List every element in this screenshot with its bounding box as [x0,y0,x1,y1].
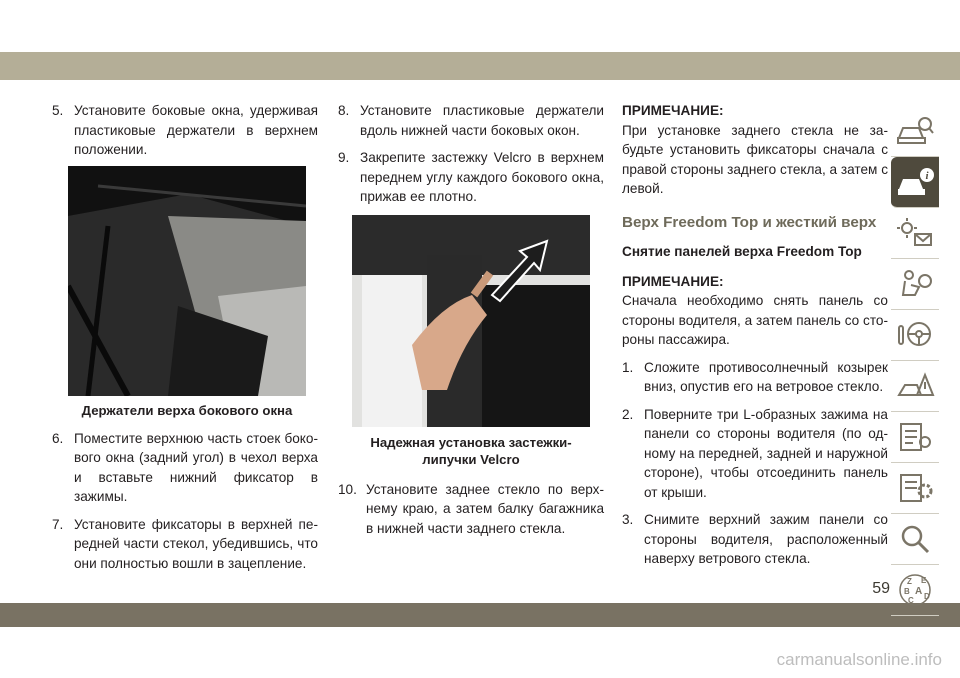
step-3 [622,510,888,569]
airbag-icon[interactable] [891,259,939,310]
step-text: Установите боковые окна, удерживая пластиковые держатели в верхнем положении. [74,103,318,157]
svg-text:B: B [904,587,910,596]
step-10 [338,480,604,539]
step-number: 5. [52,103,64,118]
step-number: 1. [622,359,634,375]
header-band [0,52,960,80]
step-text: Поместите верхнюю часть стоек бокового окна (задний угол) в чехол верха и вставьте нижний фиксатор в зажимы. [74,430,318,504]
specs-gear-icon[interactable] [891,463,939,514]
note-text: При установке заднего стекла не забудьте установить фиксаторы сначала с правой стороны заднего стекла, а затем с левой. [622,122,888,196]
column-2 [338,101,604,546]
search-icon[interactable] [891,514,939,565]
step-text: Поверните три L-образных зажима на панели со стороны водителя (по одному на передней, задней и наружной стороне), чтобы отсоединить панель от крыши. [644,406,888,500]
svg-text:A: A [915,586,923,597]
step-number: 10. [338,481,357,497]
step-7 [52,515,318,574]
steering-wheel-icon[interactable] [891,310,939,361]
step-number: 2. [622,406,634,422]
note-heading: ПРИМЕЧАНИЕ: [622,273,724,289]
roadside-warning-icon[interactable] [891,361,939,412]
svg-text:i: i [925,170,929,182]
step-text: Установите заднее стекло по верхнему краю, а затем балку багажника в нижней части заднего стекла. [366,481,604,536]
maintenance-list-icon[interactable] [891,412,939,463]
step-text: Установите фиксаторы в верхней передней части стекол, убедившись, что они полностью вошли в зацепление. [74,516,318,571]
step-number: 3. [622,512,634,527]
car-info-icon[interactable] [891,157,939,208]
svg-text:Z: Z [907,577,912,586]
step-1 [622,358,888,397]
step-8 [338,101,604,140]
step-number: 7. [52,516,64,532]
section-title: Верх Freedom Top и жесткий верх [622,213,877,231]
step-number: 9. [338,150,350,165]
warning-lights-icon[interactable] [891,208,939,259]
column-1 [52,101,318,581]
note-heading: ПРИМЕЧАНИЕ: [622,103,724,118]
note-text: Сначала необходимо снять панель со стороны водителя, а затем панель со стороны пассажира. [622,293,888,347]
step-2 [622,405,888,503]
step-5 [52,101,318,160]
index-letters-icon[interactable] [891,565,939,616]
column-3 [622,101,888,577]
chapter-tabs [891,106,939,616]
footer-band [0,603,960,627]
svg-text:D: D [924,592,930,601]
step-number: 8. [338,103,350,118]
photo-caption: Держатели верха бокового окна [81,402,293,418]
step-text: Сложите противосолнечный козырек вниз, опустив его на ветровое стекло. [644,359,888,394]
car-magnifier-icon[interactable] [891,106,939,157]
side-window-retainers-photo [68,166,306,396]
velcro-fastener-photo [352,215,590,427]
step-6 [52,429,318,507]
step-text: Установите пластиковые держатели вдоль нижней части боковых окон. [360,103,604,138]
svg-text:E: E [921,576,927,585]
step-text: Снимите верхний зажим панели со стороны водителя, расположенный наверху ветрового стекла. [644,512,888,566]
subsection-title: Снятие панелей верха Freedom Top [622,244,862,259]
watermark: carmanualsonline.info [776,650,942,669]
step-9 [338,148,604,207]
page-number: 59 [872,580,890,597]
svg-text:C: C [908,596,914,605]
photo-caption: Надежная установка застежки-липучки Velcro [370,434,572,467]
step-text: Закрепите застежку Velcro в верхнем переднем углу каждого бокового окна, прижав ее плотно. [360,150,604,204]
step-number: 6. [52,430,64,446]
